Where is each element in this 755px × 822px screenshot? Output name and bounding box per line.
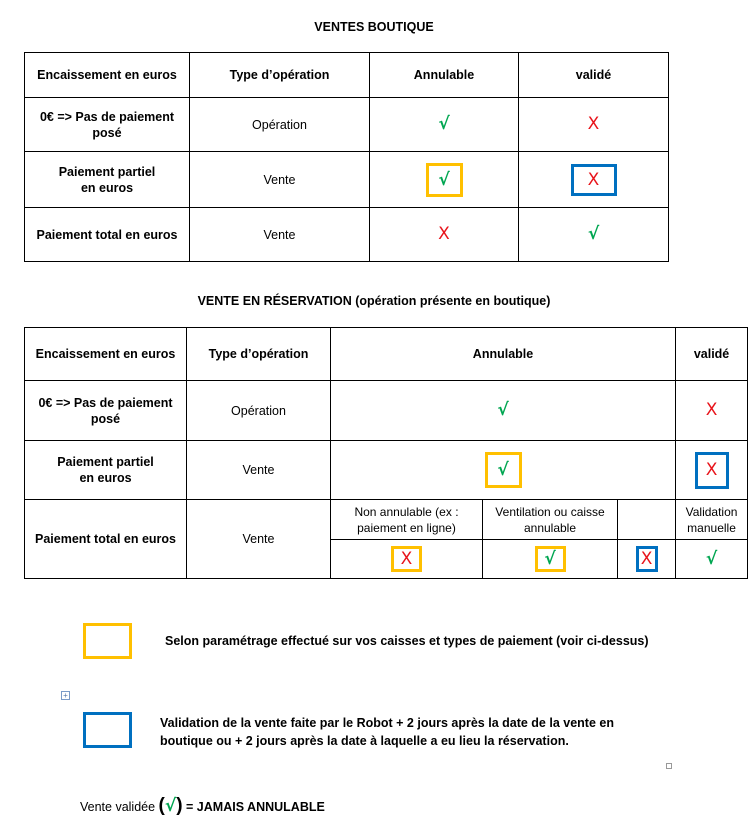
legend-blue-swatch — [83, 712, 132, 748]
yellow-highlight-box — [426, 163, 463, 197]
valide-cell — [519, 208, 669, 262]
blue-highlight-box — [636, 546, 658, 572]
cross-icon: X — [438, 224, 450, 244]
subheader-empty — [618, 500, 676, 540]
table2-header-type: Type d’opération — [187, 328, 331, 381]
subvalue-cell — [676, 540, 748, 579]
annulable-cell — [370, 152, 519, 208]
yellow-highlight-box — [485, 452, 522, 488]
subheader-ventilation: Ventilation ou caisse annulable — [483, 500, 618, 540]
table1-header-encaissement: Encaissement en euros — [25, 53, 190, 98]
annulable-cell — [331, 441, 676, 500]
subheader-non-annulable: Non annulable (ex : paiement en ligne) — [331, 500, 483, 540]
table2-header-valide: validé — [676, 328, 748, 381]
cross-icon: X — [587, 169, 600, 190]
legend-yellow-text: Selon paramétrage effectué sur vos caisses et types de paiement (voir ci-dessus) — [165, 634, 649, 648]
table2-header-encaissement: Encaissement en euros — [25, 328, 187, 381]
table-row — [25, 208, 669, 262]
title-ventes-boutique: VENTES BOUTIQUE — [314, 20, 434, 34]
footer-paren-open: ( — [158, 795, 165, 816]
footer-note — [80, 795, 325, 817]
row-type: Opération — [187, 381, 331, 441]
legend-blue-text: Validation de la vente faite par le Robot + 2 jours après la date de la vente en boutique ou + 2 jours après la date à laquelle a eu lieu la réservation. — [160, 716, 614, 748]
annulable-cell — [370, 98, 519, 152]
annulable-cell — [370, 208, 519, 262]
check-icon: √ — [164, 796, 177, 816]
cross-icon: X — [587, 114, 600, 134]
cross-icon: X — [705, 459, 718, 480]
annulable-cell — [331, 381, 676, 441]
row-type: Vente — [190, 208, 370, 262]
yellow-highlight-box — [535, 546, 566, 572]
table-row — [25, 152, 669, 208]
blue-highlight-box — [695, 452, 729, 489]
cross-icon: X — [640, 549, 653, 569]
table-row — [25, 98, 669, 152]
footer-suffix: = JAMAIS ANNULABLE — [186, 800, 325, 814]
cross-icon: X — [400, 549, 413, 569]
table1-header-annulable: Annulable — [370, 53, 519, 98]
table1-header-type: Type d’opération — [190, 53, 370, 98]
row-label: 0€ => Pas de paiement posé — [25, 98, 190, 152]
check-icon: √ — [497, 400, 509, 420]
check-icon: √ — [587, 224, 600, 244]
table1-header-row — [25, 53, 669, 98]
table1-header-valide: validé — [519, 53, 669, 98]
footer-paren-close: ) — [176, 795, 183, 816]
table-row — [25, 500, 748, 540]
row-label: 0€ => Pas de paiement posé — [25, 381, 187, 441]
row-label: Paiement total en euros — [25, 208, 190, 262]
subheader-validation-manuelle: Validation manuelle — [676, 500, 748, 540]
check-icon: √ — [544, 549, 556, 569]
blue-highlight-box — [571, 164, 617, 196]
valide-cell — [676, 381, 748, 441]
table-row — [25, 381, 748, 441]
check-icon: √ — [438, 114, 450, 134]
table-vente-reservation — [24, 327, 748, 579]
row-type: Vente — [190, 152, 370, 208]
subvalue-cell — [331, 540, 483, 579]
check-icon: √ — [438, 169, 450, 190]
row-type: Vente — [187, 441, 331, 500]
row-type: Vente — [187, 500, 331, 579]
check-icon: √ — [497, 460, 509, 480]
check-icon: √ — [705, 548, 718, 569]
footer-prefix: Vente validée — [80, 800, 156, 814]
row-label: Paiement partiel en euros — [25, 152, 190, 208]
legend-yellow-swatch — [83, 623, 132, 659]
table-row — [25, 441, 748, 500]
title-vente-reservation: VENTE EN RÉSERVATION (opération présente en boutique) — [197, 294, 551, 308]
move-handle-icon[interactable]: + — [61, 691, 70, 700]
subvalue-cell — [483, 540, 618, 579]
valide-cell — [676, 441, 748, 500]
table-ventes-boutique — [24, 52, 669, 262]
cross-icon: X — [705, 400, 718, 420]
subvalue-cell — [618, 540, 676, 579]
row-label: Paiement total en euros — [25, 500, 187, 579]
yellow-highlight-box — [391, 546, 422, 572]
resize-handle-icon[interactable] — [666, 763, 672, 769]
row-label: Paiement partiel en euros — [25, 441, 187, 500]
table2-header-row — [25, 328, 748, 381]
row-type: Opération — [190, 98, 370, 152]
valide-cell — [519, 152, 669, 208]
valide-cell — [519, 98, 669, 152]
table2-header-annulable: Annulable — [331, 328, 676, 381]
